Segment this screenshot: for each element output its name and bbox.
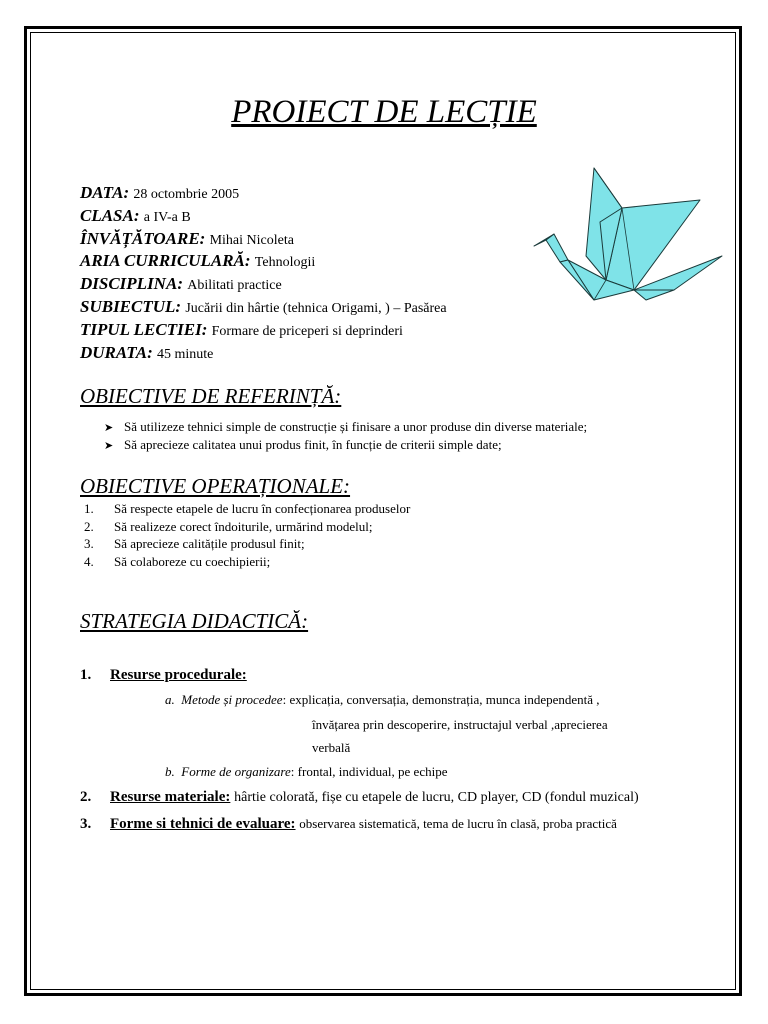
info-row-clasa: CLASA: a IV-a B	[80, 205, 191, 225]
info-value: 28 octombrie 2005	[133, 187, 240, 202]
arrow-bullet-icon: ➤	[104, 422, 114, 434]
arrow-bullet-icon: ➤	[104, 440, 114, 452]
strategy-heading: STRATEGIA DIDACTICĂ:	[80, 609, 309, 633]
list-item: 2. Să realizeze corect îndoiturile, urmărind modelul;	[84, 518, 373, 534]
info-label: CLASA	[80, 205, 134, 225]
info-label: TIPUL LECTIEI	[80, 319, 202, 339]
info-value: 45 minute	[157, 346, 214, 362]
info-row-aria: ARIA CURRICULARĂ: Tehnologii	[80, 251, 316, 271]
list-item: 4. Să colaboreze cu coechipierii;	[84, 553, 271, 569]
origami-crane-illustration	[524, 160, 724, 330]
list-item: ➤ Să utilizeze tehnici simple de construcție și finisare a unor produse din diverse materiale;	[104, 418, 587, 436]
info-label: DATA	[80, 183, 124, 202]
objectives-ref-list	[104, 418, 587, 454]
sub-item-metode-line2: învățarea prin descoperire, instructajul verbal ,aprecierea	[312, 717, 608, 732]
info-label: ÎNVĂȚĂTOARE	[80, 228, 200, 248]
objectives-ref-heading: OBIECTIVE DE REFERINȚĂ:	[80, 384, 342, 408]
info-value: a IV-a B	[143, 209, 191, 225]
info-value: Mihai Nicoleta	[209, 232, 294, 248]
objectives-op-heading: OBIECTIVE OPERAȚIONALE:	[80, 474, 351, 498]
sub-item-metode-line3: verbală	[312, 740, 351, 755]
info-value: Abilitati practice	[187, 278, 282, 294]
sub-item-metode: a. Metode și procedee: explicația, conversația, demonstrația, munca independentă ,	[165, 692, 600, 707]
info-value: Formare de priceperi si deprinderi	[211, 323, 403, 339]
lesson-info	[80, 182, 447, 364]
info-row-invatatoare: ÎNVĂȚĂTOARE: Mihai Nicoleta	[80, 228, 294, 248]
strategy-item-materiale: 2. Resurse materiale: hârtie colorată, fișe cu etapele de lucru, CD player, CD (fondul muzical)	[80, 789, 639, 805]
info-label: DISCIPLINA	[80, 274, 178, 294]
info-row-data: DATA: 28 octombrie 2005	[80, 183, 240, 202]
strategy-item-procedurale: 1. Resurse procedurale:	[80, 667, 247, 683]
info-value: Tehnologii	[254, 255, 316, 271]
list-item: 1. Să respecte etapele de lucru în confecționarea produselor	[84, 501, 411, 516]
info-value: Jucării din hârtie (tehnica Origami, ) – Pasărea	[185, 300, 447, 316]
info-label: DURATA	[80, 342, 148, 362]
strategy-item-evaluare: 3. Forme si tehnici de evaluare: observarea sistematică, tema de lucru în clasă, proba practică	[80, 816, 617, 832]
sub-item-forme: b. Forme de organizare: frontal, individual, pe echipe	[165, 764, 448, 779]
info-label: SUBIECTUL	[80, 296, 176, 316]
page-title: PROIECT DE LECȚIE	[231, 94, 537, 130]
objectives-op-list	[84, 500, 410, 570]
info-row-durata: DURATA: 45 minute	[80, 342, 214, 362]
list-item: 3. Să aprecieze calitățile produsul finit;	[84, 536, 305, 551]
info-row-subiectul: SUBIECTUL: Jucării din hârtie (tehnica Origami, ) – Pasărea	[80, 296, 447, 316]
info-row-disciplina: DISCIPLINA: Abilitati practice	[80, 274, 282, 294]
info-row-tipul: TIPUL LECTIEI: Formare de priceperi si deprinderi	[80, 319, 403, 339]
list-item: ➤ Să aprecieze calitatea unui produs finit, în funcție de criterii simple date;	[104, 436, 587, 454]
info-label: ARIA CURRICULARĂ	[80, 251, 245, 271]
